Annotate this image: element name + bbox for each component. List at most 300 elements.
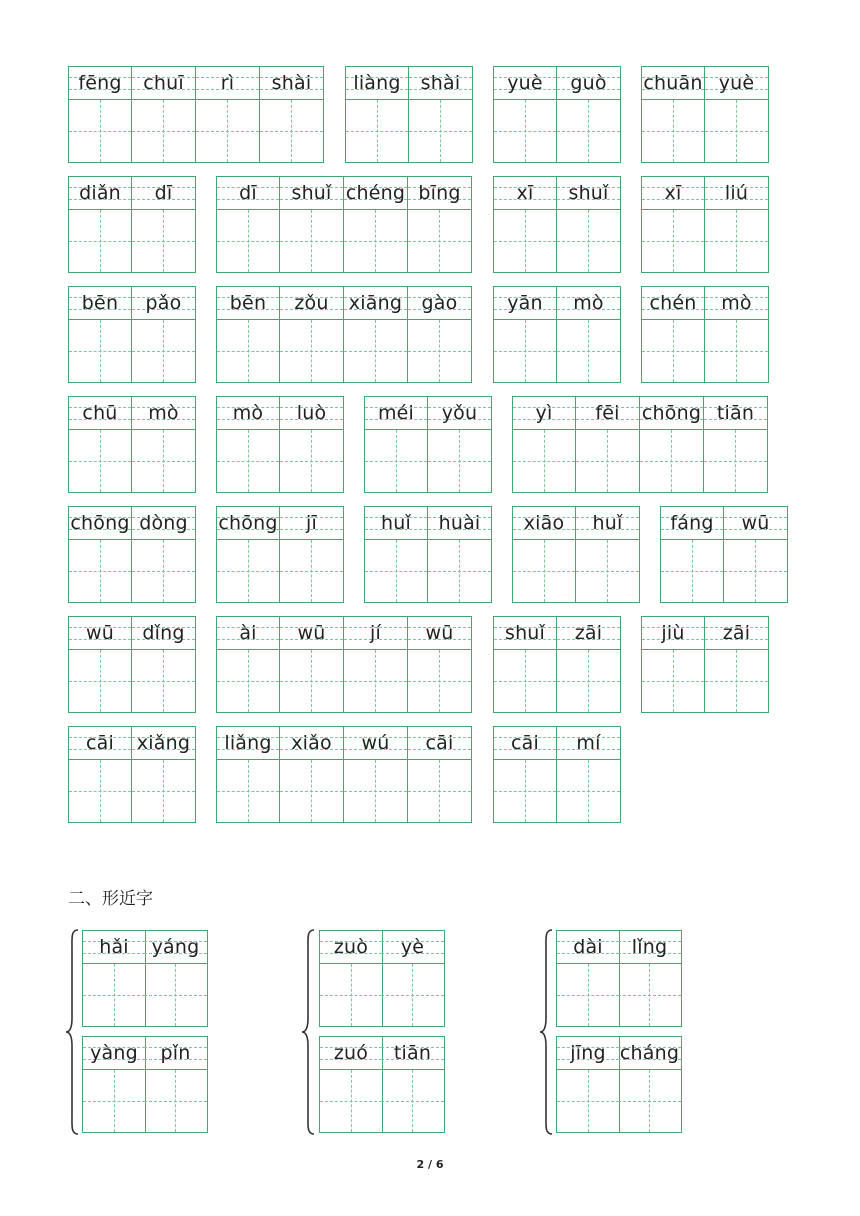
pinyin-label: zuò [333, 936, 369, 958]
writing-guide-vertical [375, 210, 376, 272]
pinyin-label: zāi [722, 622, 751, 644]
pinyin-label: jī [306, 512, 317, 534]
writing-guide-vertical [588, 650, 589, 712]
tianzige-cell [557, 66, 621, 163]
writing-guide-vertical [163, 430, 164, 492]
pinyin-label: bēn [81, 292, 119, 314]
tianzige-cell [280, 726, 344, 823]
writing-guide-vertical [588, 964, 589, 1026]
pinyin-label: cāi [511, 732, 539, 754]
tianzige-cell [344, 176, 408, 273]
writing-guide-vertical [588, 210, 589, 272]
writing-guide-vertical [439, 650, 440, 712]
writing-box[interactable] [705, 650, 768, 712]
writing-guide-vertical [175, 964, 176, 1026]
writing-box[interactable] [280, 540, 343, 602]
tianzige-cell [493, 66, 557, 163]
writing-guide-vertical [100, 100, 101, 162]
writing-box[interactable] [381, 964, 444, 1026]
pinyin-label: pǐn [160, 1042, 191, 1064]
writing-box[interactable] [494, 760, 556, 822]
pinyin-label: cháng [619, 1042, 680, 1064]
writing-box[interactable] [576, 540, 639, 602]
pinyin-label: fáng [670, 512, 714, 534]
tianzige-cell [132, 396, 196, 493]
writing-box[interactable] [557, 760, 620, 822]
pinyin-label: diǎn [79, 182, 121, 204]
writing-guide-vertical [100, 210, 101, 272]
pinyin-label: mò [721, 292, 752, 314]
writing-box[interactable] [132, 430, 195, 492]
tianzige-cell [408, 616, 472, 713]
writing-guide-vertical [439, 760, 440, 822]
writing-box[interactable] [408, 650, 471, 712]
writing-guide-vertical [351, 1070, 352, 1132]
writing-box[interactable] [132, 650, 195, 712]
writing-box[interactable] [217, 430, 279, 492]
tianzige-cell [408, 176, 472, 273]
writing-box[interactable] [344, 320, 407, 382]
writing-box[interactable] [557, 210, 620, 272]
tianzige-cell [132, 286, 196, 383]
curly-brace [300, 928, 316, 1136]
tianzige-cell [68, 66, 132, 163]
pinyin-label: huǐ [592, 512, 623, 534]
writing-guide-vertical [525, 760, 526, 822]
tianzige-cell [641, 66, 705, 163]
writing-box[interactable] [69, 100, 131, 162]
writing-box[interactable] [494, 100, 556, 162]
writing-box[interactable] [428, 430, 491, 492]
writing-box[interactable] [69, 760, 131, 822]
pinyin-label: yè [400, 936, 425, 958]
writing-box[interactable] [705, 100, 768, 162]
pinyin-label: jīng [570, 1042, 606, 1064]
writing-box[interactable] [640, 430, 703, 492]
writing-box[interactable] [132, 320, 195, 382]
tianzige-cell [132, 176, 196, 273]
writing-guide-vertical [100, 430, 101, 492]
writing-guide-vertical [736, 320, 737, 382]
writing-guide-vertical [649, 964, 650, 1026]
writing-box[interactable] [280, 430, 343, 492]
writing-box[interactable] [642, 650, 704, 712]
pinyin-label: chū [82, 402, 118, 424]
tianzige-cell [556, 1036, 620, 1133]
tianzige-cell [704, 396, 768, 493]
writing-guide-vertical [163, 320, 164, 382]
pinyin-label: yuè [718, 72, 755, 94]
writing-box[interactable] [69, 210, 131, 272]
writing-guide-vertical [311, 210, 312, 272]
curly-brace [538, 928, 554, 1136]
pinyin-label: shài [271, 72, 312, 94]
writing-box[interactable] [280, 320, 343, 382]
tianzige-cell [280, 176, 344, 273]
pinyin-label: wū [741, 512, 770, 534]
writing-box[interactable] [408, 760, 471, 822]
writing-guide-vertical [375, 320, 376, 382]
tianzige-cell [408, 726, 472, 823]
writing-guide-vertical [351, 964, 352, 1026]
writing-guide-vertical [439, 320, 440, 382]
tianzige-cell [280, 396, 344, 493]
pinyin-label: dòng [139, 512, 188, 534]
tianzige-cell [68, 506, 132, 603]
pinyin-label: mí [576, 732, 601, 754]
tianzige-cell [144, 930, 208, 1027]
pinyin-label: huài [438, 512, 481, 534]
pinyin-label: guò [570, 72, 607, 94]
pinyin-label: shuǐ [504, 622, 546, 644]
tianzige-cell [557, 726, 621, 823]
writing-box[interactable] [196, 100, 259, 162]
writing-box[interactable] [217, 650, 279, 712]
tianzige-cell [557, 176, 621, 273]
tianzige-cell [556, 930, 620, 1027]
writing-box[interactable] [661, 540, 723, 602]
writing-guide-vertical [588, 1070, 589, 1132]
tianzige-cell [132, 66, 196, 163]
tianzige-cell [260, 66, 324, 163]
writing-guide-vertical [673, 320, 674, 382]
writing-box[interactable] [217, 210, 279, 272]
pinyin-label: lǐng [631, 936, 668, 958]
pinyin-label: mò [232, 402, 264, 424]
tianzige-cell [216, 176, 280, 273]
writing-guide-vertical [588, 100, 589, 162]
writing-box[interactable] [642, 320, 704, 382]
pinyin-label: dǐng [142, 622, 185, 644]
tianzige-cell [68, 396, 132, 493]
tianzige-cell [641, 616, 705, 713]
pinyin-label: chuī [143, 72, 184, 94]
writing-guide-vertical [607, 540, 608, 602]
writing-box[interactable] [132, 760, 195, 822]
writing-guide-vertical [100, 320, 101, 382]
writing-box[interactable] [320, 1070, 382, 1132]
writing-box[interactable] [365, 540, 427, 602]
writing-box[interactable] [365, 430, 427, 492]
writing-guide-vertical [649, 1070, 650, 1132]
writing-guide-vertical [525, 650, 526, 712]
writing-box[interactable] [280, 210, 343, 272]
tianzige-cell [493, 726, 557, 823]
section-title: 二、形近字 [68, 889, 153, 909]
writing-guide-vertical [100, 650, 101, 712]
writing-box[interactable] [320, 964, 382, 1026]
writing-box[interactable] [132, 100, 195, 162]
writing-box[interactable] [409, 100, 472, 162]
writing-box[interactable] [557, 100, 620, 162]
writing-box[interactable] [513, 540, 575, 602]
writing-guide-vertical [100, 540, 101, 602]
tianzige-cell [216, 506, 280, 603]
tianzige-cell [132, 506, 196, 603]
tianzige-cell [68, 616, 132, 713]
writing-guide-vertical [248, 210, 249, 272]
writing-guide-vertical [311, 430, 312, 492]
pinyin-label: cāi [86, 732, 114, 754]
tianzige-cell [512, 506, 576, 603]
writing-box[interactable] [344, 210, 407, 272]
tianzige-cell [705, 66, 769, 163]
tianzige-cell [576, 506, 640, 603]
tianzige-cell [344, 616, 408, 713]
pinyin-label: hǎi [99, 936, 129, 958]
pinyin-label: yáng [151, 936, 200, 958]
tianzige-cell [408, 286, 472, 383]
writing-box[interactable] [642, 100, 704, 162]
writing-box[interactable] [705, 210, 768, 272]
writing-guide-vertical [163, 100, 164, 162]
tianzige-cell [381, 930, 445, 1027]
writing-box[interactable] [576, 430, 639, 492]
tianzige-cell [364, 396, 428, 493]
curly-brace-path [66, 930, 78, 1134]
pinyin-label: fēi [595, 402, 620, 424]
writing-box[interactable] [494, 650, 556, 712]
tianzige-cell [640, 396, 704, 493]
tianzige-cell [319, 1036, 383, 1133]
writing-guide-vertical [248, 320, 249, 382]
pinyin-label: bēn [229, 292, 267, 314]
tianzige-cell [381, 1036, 445, 1133]
pinyin-label: shuǐ [291, 182, 332, 204]
writing-guide-vertical [100, 760, 101, 822]
curly-brace-path [540, 930, 552, 1134]
tianzige-cell [345, 66, 409, 163]
pinyin-label: huǐ [381, 512, 411, 534]
pinyin-label: liàng [353, 72, 401, 94]
writing-box[interactable] [408, 210, 471, 272]
writing-guide-vertical [311, 540, 312, 602]
page-number: 2 / 6 [416, 1158, 444, 1171]
writing-guide-vertical [311, 650, 312, 712]
writing-guide-vertical [248, 650, 249, 712]
writing-box[interactable] [69, 320, 131, 382]
pinyin-label: yì [535, 402, 553, 424]
pinyin-label: xiāng [348, 292, 403, 314]
tianzige-cell [618, 1036, 682, 1133]
tianzige-cell [132, 726, 196, 823]
tianzige-cell [132, 616, 196, 713]
writing-box[interactable] [144, 964, 207, 1026]
pinyin-label: bīng [418, 182, 461, 204]
tianzige-cell [68, 726, 132, 823]
writing-box[interactable] [344, 650, 407, 712]
writing-guide-vertical [459, 430, 460, 492]
writing-guide-vertical [248, 430, 249, 492]
pinyin-label: cāi [425, 732, 454, 754]
tianzige-cell [641, 286, 705, 383]
tianzige-cell [82, 1036, 146, 1133]
writing-guide-vertical [163, 210, 164, 272]
writing-guide-vertical [248, 540, 249, 602]
writing-box[interactable] [217, 320, 279, 382]
tianzige-cell [144, 1036, 208, 1133]
writing-guide-vertical [163, 760, 164, 822]
tianzige-cell [428, 396, 492, 493]
writing-box[interactable] [69, 430, 131, 492]
tianzige-cell [557, 616, 621, 713]
pinyin-label: tiān [393, 1042, 432, 1064]
writing-guide-vertical [412, 1070, 413, 1132]
writing-box[interactable] [494, 210, 556, 272]
writing-box[interactable] [217, 760, 279, 822]
pinyin-label: chén [649, 292, 697, 314]
writing-box[interactable] [381, 1070, 444, 1132]
pinyin-label: wū [425, 622, 454, 644]
pinyin-label: zāi [574, 622, 603, 644]
tianzige-cell [216, 286, 280, 383]
writing-box[interactable] [428, 540, 491, 602]
writing-box[interactable] [83, 1070, 145, 1132]
writing-box[interactable] [494, 320, 556, 382]
writing-guide-vertical [396, 430, 397, 492]
tianzige-cell [641, 176, 705, 273]
writing-guide-vertical [163, 540, 164, 602]
writing-guide-vertical [440, 100, 441, 162]
writing-guide-vertical [175, 1070, 176, 1132]
writing-box[interactable] [344, 760, 407, 822]
tianzige-cell [216, 726, 280, 823]
writing-guide-vertical [736, 210, 737, 272]
tianzige-cell [705, 616, 769, 713]
pinyin-label: mò [148, 402, 179, 424]
writing-box[interactable] [69, 650, 131, 712]
writing-guide-vertical [311, 320, 312, 382]
writing-guide-vertical [544, 540, 545, 602]
writing-guide-vertical [227, 100, 228, 162]
pinyin-label: wū [86, 622, 114, 644]
writing-box[interactable] [83, 964, 145, 1026]
pinyin-label: shài [420, 72, 461, 94]
writing-guide-vertical [673, 650, 674, 712]
writing-box[interactable] [705, 320, 768, 382]
writing-box[interactable] [513, 430, 575, 492]
tianzige-cell [319, 930, 383, 1027]
writing-guide-vertical [525, 100, 526, 162]
writing-box[interactable] [618, 964, 681, 1026]
writing-box[interactable] [132, 540, 195, 602]
pinyin-label: jiù [661, 622, 685, 644]
writing-box[interactable] [557, 1070, 619, 1132]
tianzige-cell [280, 506, 344, 603]
writing-box[interactable] [704, 430, 767, 492]
writing-guide-vertical [525, 320, 526, 382]
writing-guide-vertical [114, 964, 115, 1026]
writing-box[interactable] [346, 100, 408, 162]
pinyin-label: zuó [333, 1042, 369, 1064]
tianzige-cell [196, 66, 260, 163]
writing-box[interactable] [260, 100, 323, 162]
writing-guide-vertical [671, 430, 672, 492]
pinyin-label: pǎo [145, 292, 182, 314]
pinyin-label: wú [361, 732, 390, 754]
writing-guide-vertical [375, 650, 376, 712]
pinyin-label: rì [220, 72, 235, 94]
writing-guide-vertical [588, 760, 589, 822]
writing-box[interactable] [69, 540, 131, 602]
pinyin-label: chōng [218, 512, 278, 534]
writing-box[interactable] [642, 210, 704, 272]
writing-guide-vertical [692, 540, 693, 602]
tianzige-cell [344, 726, 408, 823]
writing-box[interactable] [557, 650, 620, 712]
pinyin-label: shuǐ [568, 182, 609, 204]
tianzige-cell [724, 506, 788, 603]
tianzige-cell [68, 286, 132, 383]
writing-box[interactable] [408, 320, 471, 382]
tianzige-cell [364, 506, 428, 603]
writing-box[interactable] [144, 1070, 207, 1132]
tianzige-cell [409, 66, 473, 163]
writing-guide-vertical [673, 100, 674, 162]
writing-box[interactable] [132, 210, 195, 272]
pinyin-label: dài [573, 936, 603, 958]
tianzige-cell [512, 396, 576, 493]
pinyin-label: dī [154, 182, 173, 204]
pinyin-label: luò [296, 402, 327, 424]
pinyin-label: yān [507, 292, 543, 314]
pinyin-label: chōng [641, 402, 702, 424]
pinyin-label: yuè [507, 72, 543, 94]
tianzige-cell [576, 396, 640, 493]
writing-guide-vertical [396, 540, 397, 602]
tianzige-cell [344, 286, 408, 383]
writing-guide-vertical [735, 430, 736, 492]
writing-box[interactable] [280, 650, 343, 712]
pinyin-label: fēng [78, 72, 122, 94]
pinyin-label: wū [297, 622, 326, 644]
writing-guide-vertical [114, 1070, 115, 1132]
pinyin-label: tiān [716, 402, 755, 424]
pinyin-label: liú [724, 182, 749, 204]
pinyin-label: yǒu [441, 402, 478, 424]
pinyin-label: xiāo [523, 512, 565, 534]
writing-box[interactable] [557, 964, 619, 1026]
pinyin-label: chōng [70, 512, 130, 534]
curly-brace [64, 928, 80, 1136]
tianzige-cell [705, 176, 769, 273]
writing-box[interactable] [724, 540, 787, 602]
tianzige-cell [660, 506, 724, 603]
pinyin-label: jí [370, 622, 381, 644]
curly-brace-path [302, 930, 314, 1134]
writing-guide-vertical [377, 100, 378, 162]
writing-guide-vertical [412, 964, 413, 1026]
writing-box[interactable] [280, 760, 343, 822]
writing-box[interactable] [557, 320, 620, 382]
writing-guide-vertical [459, 540, 460, 602]
writing-guide-vertical [544, 430, 545, 492]
tianzige-cell [280, 286, 344, 383]
tianzige-cell [618, 930, 682, 1027]
writing-box[interactable] [618, 1070, 681, 1132]
pinyin-label: gào [421, 292, 458, 314]
tianzige-cell [493, 286, 557, 383]
writing-box[interactable] [217, 540, 279, 602]
pinyin-label: méi [377, 402, 415, 424]
pinyin-label: xiǎo [291, 732, 332, 754]
writing-guide-vertical [588, 320, 589, 382]
pinyin-label: zǒu [294, 292, 329, 314]
writing-guide-vertical [163, 650, 164, 712]
writing-guide-vertical [755, 540, 756, 602]
pinyin-label: xiǎng [136, 732, 191, 754]
writing-guide-vertical [311, 760, 312, 822]
